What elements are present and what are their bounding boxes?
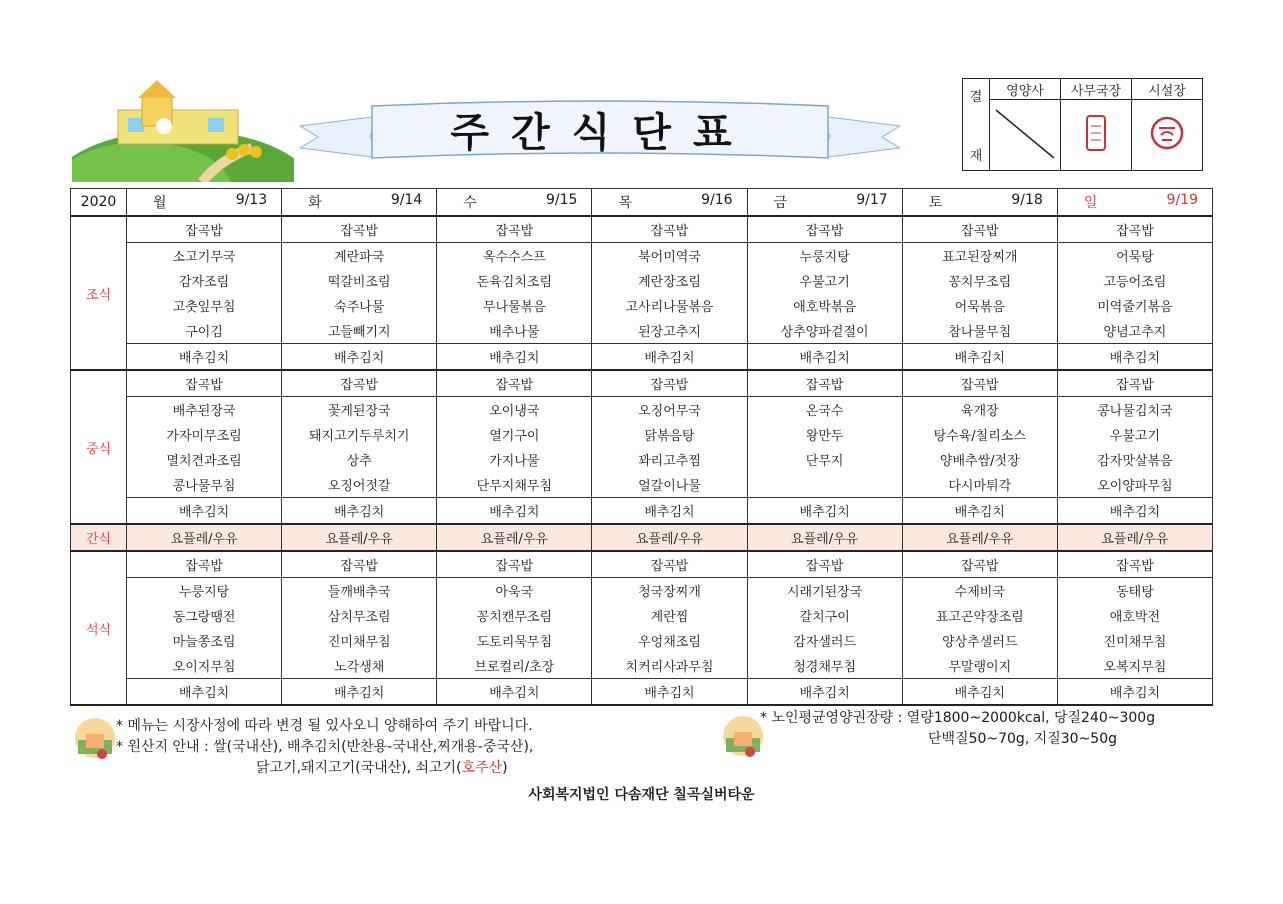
menu-item: 닭볶음탕 [592, 422, 747, 447]
menu-item: 배추김치 [592, 498, 747, 525]
menu-item: 배추김치 [592, 344, 747, 371]
menu-item: 표고된장찌개 [902, 243, 1057, 269]
approval-sign-nutritionist [990, 100, 1061, 171]
menu-item: 배추김치 [437, 344, 592, 371]
menu-item: 배추김치 [1057, 498, 1212, 525]
menu-item: 상추 [282, 447, 437, 472]
sunrise-house-icon [72, 716, 118, 762]
date-label: 9/19 [1166, 192, 1198, 208]
menu-item: 감자샐러드 [747, 628, 902, 653]
menu-item: 얼갈이나물 [592, 472, 747, 498]
menu-item: 왕만두 [747, 422, 902, 447]
menu-item: 된장고추지 [592, 318, 747, 344]
menu-item: 표고곤약장조림 [902, 603, 1057, 628]
menu-item: 어묵탕 [1057, 243, 1212, 269]
menu-item: 잡곡밥 [747, 216, 902, 243]
menu-item: 돼지고기두루치기 [282, 422, 437, 447]
menu-item: 소고기무국 [127, 243, 282, 269]
menu-item: 상추양파겉절이 [747, 318, 902, 344]
meal-label-lunch: 중식 [71, 370, 127, 524]
menu-row-breakfast [71, 293, 1213, 318]
menu-item: 꽁치무조림 [902, 268, 1057, 293]
menu-item: 참나물무침 [902, 318, 1057, 344]
menu-row-dinner [71, 578, 1213, 604]
menu-item: 청경채무침 [747, 653, 902, 679]
menu-item: 배추김치 [437, 498, 592, 525]
menu-row-breakfast [71, 216, 1213, 243]
menu-item: 동그랑땡전 [127, 603, 282, 628]
menu-item: 잡곡밥 [1057, 216, 1212, 243]
approval-role-director: 시설장 [1132, 79, 1203, 100]
menu-item: 청국장찌개 [592, 578, 747, 604]
menu-item: 잡곡밥 [592, 551, 747, 578]
menu-item: 잡곡밥 [1057, 551, 1212, 578]
menu-row-breakfast [71, 344, 1213, 371]
menu-body [71, 216, 1213, 705]
menu-item: 북어미역국 [592, 243, 747, 269]
menu-item: 계란찜 [592, 603, 747, 628]
menu-item: 요플레/우유 [902, 524, 1057, 551]
year-cell: 2020 [71, 189, 127, 217]
menu-item: 배추김치 [127, 679, 282, 706]
approval-sign-secretary [1061, 100, 1132, 171]
menu-item: 다시마튀각 [902, 472, 1057, 498]
menu-item: 동태탕 [1057, 578, 1212, 604]
menu-row-lunch [71, 472, 1213, 498]
menu-item: 배추김치 [747, 679, 902, 706]
menu-item: 누룽지탕 [747, 243, 902, 269]
day-label: 수 [463, 195, 477, 211]
menu-item: 계란장조림 [592, 268, 747, 293]
menu-item: 배추김치 [282, 344, 437, 371]
approval-role-nutritionist: 영양사 [990, 79, 1061, 100]
menu-item: 꽁치캔무조림 [437, 603, 592, 628]
seal-icon [1132, 100, 1202, 166]
approval-sign-director [1132, 100, 1203, 171]
menu-item: 배추김치 [1057, 679, 1212, 706]
menu-item: 잡곡밥 [592, 216, 747, 243]
menu-item: 돈육김치조림 [437, 268, 592, 293]
approval-side-bottom: 재 [969, 148, 983, 164]
menu-item: 고사리나물볶음 [592, 293, 747, 318]
menu-item: 도토리묵무침 [437, 628, 592, 653]
menu-item: 오징어젓갈 [282, 472, 437, 498]
menu-item: 브로컬리/초장 [437, 653, 592, 679]
menu-item: 멸치견과조림 [127, 447, 282, 472]
menu-item: 우엉채조림 [592, 628, 747, 653]
menu-item: 무나물볶음 [437, 293, 592, 318]
date-label: 9/14 [390, 192, 423, 208]
menu-item: 떡갈비조림 [282, 268, 437, 293]
menu-item: 감자조림 [127, 268, 282, 293]
menu-item: 배추김치 [1057, 344, 1212, 371]
meal-label-breakfast: 조식 [71, 216, 127, 370]
menu-row-dinner [71, 679, 1213, 706]
day-label: 화 [308, 195, 322, 211]
signature-stroke-icon [990, 100, 1060, 166]
page-title: 주간식단표 [450, 109, 754, 156]
note-origin-meat-a: 닭고기,돼지고기(국내산), 쇠고기( [256, 760, 462, 776]
date-label: 9/13 [235, 192, 268, 208]
menu-item: 갈치구이 [747, 603, 902, 628]
menu-item: 요플레/우유 [282, 524, 437, 551]
menu-item: 열기구이 [437, 422, 592, 447]
menu-item: 잡곡밥 [747, 370, 902, 397]
menu-item: 단무지채무침 [437, 472, 592, 498]
menu-item: 오징어무국 [592, 397, 747, 423]
menu-item: 요플레/우유 [437, 524, 592, 551]
note-origin: * 원산지 안내 : 쌀(국내산), 배추김치(반찬용-국내산,찌개용-중국산), [116, 739, 534, 755]
menu-item: 오이양파무침 [1057, 472, 1212, 498]
menu-item: 배추나물 [437, 318, 592, 344]
menu-item: 콩나물김치국 [1057, 397, 1212, 423]
menu-item: 양배추쌈/젓장 [902, 447, 1057, 472]
footer-organization: 사회복지법인 다솜재단 칠곡실버타운 [528, 787, 755, 803]
note-menu-change: * 메뉴는 시장사정에 따라 변경 될 있사오니 양해하여 주기 바랍니다. [116, 718, 533, 734]
house-logo-icon [72, 78, 294, 182]
menu-item: 진미채무침 [1057, 628, 1212, 653]
menu-item: 가지나물 [437, 447, 592, 472]
menu-item: 잡곡밥 [437, 551, 592, 578]
menu-item: 고들빼기지 [282, 318, 437, 344]
menu-item: 우불고기 [1057, 422, 1212, 447]
menu-item: 배추김치 [747, 344, 902, 371]
menu-item: 배추김치 [437, 679, 592, 706]
approval-box [962, 78, 1203, 171]
menu-item: 배추김치 [902, 498, 1057, 525]
header-day-mon [127, 189, 282, 217]
menu-item: 잡곡밥 [282, 216, 437, 243]
menu-item: 요플레/우유 [747, 524, 902, 551]
menu-item: 시래기된장국 [747, 578, 902, 604]
menu-row-dinner [71, 551, 1213, 578]
menu-item: 잡곡밥 [282, 370, 437, 397]
menu-item: 진미채무침 [282, 628, 437, 653]
approval-side-top: 결 [969, 89, 983, 105]
menu-item: 수제비국 [902, 578, 1057, 604]
menu-item: 잡곡밥 [902, 216, 1057, 243]
menu-row-lunch [71, 498, 1213, 525]
menu-item: 온국수 [747, 397, 902, 423]
menu-item: 누룽지탕 [127, 578, 282, 604]
menu-row-dinner [71, 603, 1213, 628]
header-day-tue [282, 189, 437, 217]
day-label: 금 [773, 195, 788, 211]
menu-item: 애호박볶음 [747, 293, 902, 318]
menu-item: 잡곡밥 [437, 216, 592, 243]
menu-table [70, 188, 1213, 706]
menu-item: 어묵볶음 [902, 293, 1057, 318]
menu-item: 잡곡밥 [902, 370, 1057, 397]
menu-item: 고춧잎무침 [127, 293, 282, 318]
menu-item: 삼치무조림 [282, 603, 437, 628]
menu-item: 육개장 [902, 397, 1057, 423]
header-day-sun [1057, 189, 1212, 217]
menu-item: 양념고추지 [1057, 318, 1212, 344]
menu-item: 잡곡밥 [1057, 370, 1212, 397]
note-origin-meat [116, 758, 533, 779]
menu-item: 탕수육/칠리소스 [902, 422, 1057, 447]
menu-item: 배추김치 [902, 344, 1057, 371]
header-day-fri [747, 189, 902, 217]
menu-item: 잡곡밥 [127, 370, 282, 397]
menu-row-breakfast [71, 243, 1213, 269]
menu-item: 단무지 [747, 447, 902, 472]
menu-item: 배추김치 [127, 498, 282, 525]
menu-item: 가자미무조림 [127, 422, 282, 447]
menu-item: 우불고기 [747, 268, 902, 293]
menu-item: 계란파국 [282, 243, 437, 269]
menu-row-dinner [71, 628, 1213, 653]
menu-item: 콩나물무침 [127, 472, 282, 498]
menu-item: 애호박전 [1057, 603, 1212, 628]
menu-item: 구이김 [127, 318, 282, 344]
menu-row-lunch [71, 397, 1213, 423]
date-label: 9/17 [856, 192, 888, 208]
menu-item: 요플레/우유 [592, 524, 747, 551]
menu-item: 고등어조림 [1057, 268, 1212, 293]
header-day-wed [437, 189, 592, 217]
menu-item: 잡곡밥 [592, 370, 747, 397]
note-origin-beef: 호주산 [461, 760, 503, 776]
menu-item: 잡곡밥 [902, 551, 1057, 578]
date-label: 9/18 [1011, 192, 1043, 208]
date-label: 9/15 [545, 192, 578, 208]
menu-item: 미역줄기볶음 [1057, 293, 1212, 318]
approval-role-secretary: 사무국장 [1061, 79, 1132, 100]
menu-item: 오이지무침 [127, 653, 282, 679]
notes-right [760, 708, 1155, 750]
menu-item: 요플레/우유 [127, 524, 282, 551]
day-label: 목 [618, 195, 632, 211]
note-nutrition-1: * 노인평균영양권장량 : 열량1800~2000kcal, 당질240~300g [760, 710, 1156, 726]
menu-row-lunch [71, 447, 1213, 472]
header-day-thu [592, 189, 747, 217]
menu-item: 배추김치 [282, 679, 437, 706]
menu-item: 배추김치 [747, 498, 902, 525]
menu-item: 꽈리고추찜 [592, 447, 747, 472]
menu-item: 잡곡밥 [127, 551, 282, 578]
menu-item [747, 472, 902, 498]
menu-item: 꽃게된장국 [282, 397, 437, 423]
approval-side [963, 79, 990, 171]
menu-item: 노각생채 [282, 653, 437, 679]
menu-item: 감자맛살볶음 [1057, 447, 1212, 472]
menu-row-lunch [71, 422, 1213, 447]
menu-item: 요플레/우유 [1057, 524, 1212, 551]
menu-item: 마늘쫑조림 [127, 628, 282, 653]
menu-item: 숙주나물 [282, 293, 437, 318]
menu-item: 치커리사과무침 [592, 653, 747, 679]
meal-label-snack: 간식 [71, 524, 127, 551]
day-label: 월 [153, 195, 167, 211]
stamp-icon [1061, 100, 1131, 166]
menu-row-dinner [71, 653, 1213, 679]
menu-item: 잡곡밥 [747, 551, 902, 578]
menu-item: 배추김치 [282, 498, 437, 525]
header-row [71, 189, 1213, 217]
menu-item: 배추된장국 [127, 397, 282, 423]
menu-item: 배추김치 [902, 679, 1057, 706]
note-origin-meat-c: ) [502, 760, 508, 776]
header-day-sat [902, 189, 1057, 217]
meal-label-dinner: 석식 [71, 551, 127, 705]
menu-item: 잡곡밥 [282, 551, 437, 578]
menu-item: 배추김치 [592, 679, 747, 706]
day-label: 토 [928, 195, 943, 211]
day-label: 일 [1083, 195, 1098, 211]
menu-item: 잡곡밥 [437, 370, 592, 397]
menu-item: 들깨배추국 [282, 578, 437, 604]
menu-item: 양상추샐러드 [902, 628, 1057, 653]
menu-row-breakfast [71, 268, 1213, 293]
note-nutrition-2: 단백질50~70g, 지질30~50g [928, 731, 1118, 747]
menu-row-snack [71, 524, 1213, 551]
menu-item: 잡곡밥 [127, 216, 282, 243]
menu-item: 옥수수스프 [437, 243, 592, 269]
menu-row-breakfast [71, 318, 1213, 344]
notes-left [116, 716, 533, 779]
menu-item: 아욱국 [437, 578, 592, 604]
menu-item: 오이냉국 [437, 397, 592, 423]
menu-row-lunch [71, 370, 1213, 397]
menu-item: 무말랭이지 [902, 653, 1057, 679]
date-label: 9/16 [701, 192, 733, 208]
menu-item: 배추김치 [127, 344, 282, 371]
menu-item: 오복지무침 [1057, 653, 1212, 679]
